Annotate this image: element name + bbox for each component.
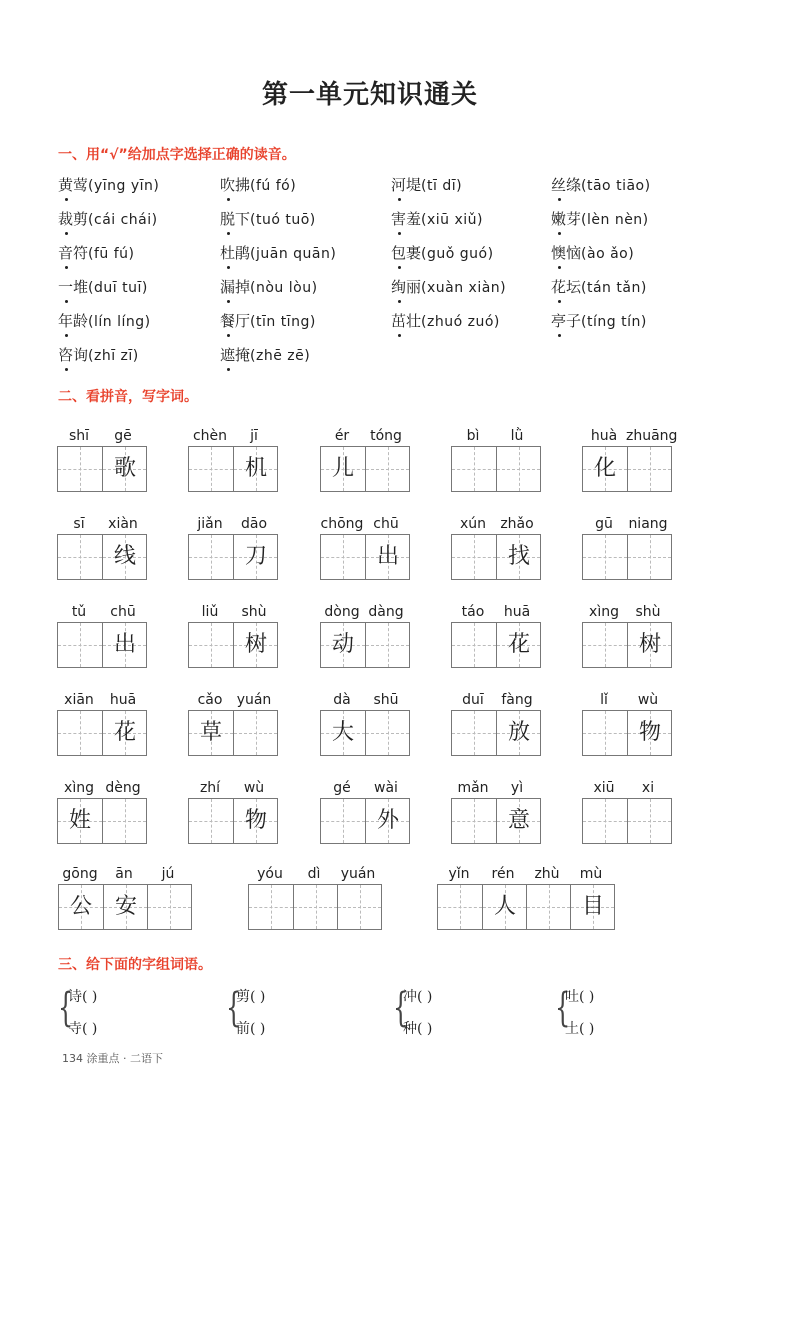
tianzige-cell[interactable] [337,885,381,929]
item-word: 绚丽 [391,278,422,296]
tianzige-cell[interactable] [189,623,233,667]
given-character: 动 [331,632,354,657]
pinyin-label: jú [161,866,175,882]
tianzige-cell[interactable] [583,447,627,491]
pinyin-label: xún [459,516,487,532]
item-pinyin-options[interactable]: (nòu lòu) [250,280,318,296]
pronunciation-item [391,242,494,263]
pinyin-label: yǐn [448,866,470,882]
tianzige-cell[interactable] [233,799,277,843]
item-pinyin-options[interactable]: (duī tuī) [88,280,148,296]
tianzige-cell[interactable] [452,447,496,491]
pronunciation-item [551,174,651,195]
item-pinyin-options[interactable]: (zhī zī) [88,348,139,364]
tianzige-cell[interactable] [58,711,102,755]
pinyin-label: ān [115,866,133,882]
pronunciation-item [220,276,318,297]
tianzige-cell[interactable] [583,711,627,755]
tianzige-cell[interactable] [365,623,409,667]
item-pinyin-options[interactable]: (xiū xiǔ) [421,212,484,228]
brace-icon: { [555,985,571,1031]
item-pinyin-options[interactable]: (tuó tuō) [250,212,316,228]
pinyin-label: shī [68,428,90,444]
given-character: 公 [69,894,92,919]
given-character: 儿 [331,456,354,481]
pinyin-label: wài [374,780,398,796]
pinyin-label: yuán [236,692,272,708]
pinyin-label: yuán [340,866,376,882]
item-pinyin-options[interactable]: (xuàn xiàn) [421,280,507,296]
tianzige-cell[interactable] [583,623,627,667]
pinyin-label: huā [109,692,137,708]
given-character: 外 [376,808,399,833]
pinyin-label: chū [373,516,399,532]
pronunciation-item [391,310,500,331]
pinyin-label: ér [334,428,350,444]
tianzige-cell[interactable] [496,711,540,755]
pinyin-label: chōng [320,516,364,532]
tianzige-cell[interactable] [365,447,409,491]
item-word: 漏掉 [220,278,251,296]
tianzige-cell[interactable] [583,535,627,579]
tianzige-cell[interactable] [189,799,233,843]
item-pinyin-options[interactable]: (juān quān) [250,246,337,262]
item-word: 裁剪 [58,210,89,228]
pinyin-label: dì [307,866,321,882]
pinyin-label: rén [491,866,515,882]
item-word: 音符 [58,244,89,262]
item-pinyin-options[interactable]: (tī dī) [421,178,463,194]
tianzige-cell[interactable] [365,799,409,843]
tianzige-cell[interactable] [189,447,233,491]
pinyin-label: fàng [501,692,533,708]
pinyin-label: gōng [62,866,98,882]
tianzige-cell[interactable] [58,623,102,667]
section-2-heading: 二、看拼音，写字词。 [58,389,198,405]
tianzige-cell[interactable] [58,535,102,579]
given-character: 刀 [244,544,267,569]
tianzige-cell[interactable] [452,711,496,755]
tianzige-cell[interactable] [496,623,540,667]
given-character: 花 [507,632,530,657]
item-word: 吹拂 [220,176,251,194]
pronunciation-item [391,174,462,195]
pinyin-label: mǎn [457,780,489,796]
pinyin-label: xìng [64,780,94,796]
word-group-item[interactable]: 前( ) [236,1021,266,1037]
tianzige-cell[interactable] [452,623,496,667]
pinyin-label: liǔ [201,604,219,620]
tianzige-cell[interactable] [496,447,540,491]
tianzige-cell[interactable] [452,799,496,843]
item-pinyin-options[interactable]: (zhuó zuó) [421,314,500,330]
pronunciation-item [58,310,151,331]
given-character: 大 [331,720,354,745]
section-3-heading: 三、给下面的字组词语。 [58,957,212,973]
item-word: 茁壮 [391,312,422,330]
item-word: 嫩芽 [551,210,582,228]
pinyin-label: xiān [64,692,94,708]
given-character: 目 [581,894,604,919]
pinyin-label: chèn [192,428,228,444]
item-word: 餐厅 [220,312,251,330]
tianzige-cell[interactable] [293,885,337,929]
pinyin-label: shù [635,604,661,620]
pinyin-label: gū [595,516,613,532]
tianzige-cell[interactable] [58,799,102,843]
tianzige-cell[interactable] [452,535,496,579]
section-1-heading: 一、用“√”给加点字选择正确的读音。 [58,147,296,163]
pronunciation-item [220,310,316,331]
item-word: 脱下 [220,210,251,228]
pronunciation-item [551,242,634,263]
given-character: 姓 [68,808,91,833]
given-character: 物 [638,720,661,745]
pinyin-label: chū [110,604,136,620]
given-character: 线 [113,544,136,569]
item-pinyin-options[interactable]: (lín líng) [88,314,151,330]
given-character: 意 [507,808,530,833]
tianzige-cell[interactable] [233,711,277,755]
tianzige-cell[interactable] [103,885,147,929]
item-word: 年龄 [58,312,89,330]
item-pinyin-options[interactable]: (tíng tín) [581,314,647,330]
item-pinyin-options[interactable]: (lèn nèn) [581,212,649,228]
item-word: 黄莺 [58,176,89,194]
given-character: 机 [244,456,267,481]
tianzige-cell[interactable] [321,535,365,579]
item-word: 丝绦 [551,176,582,194]
pinyin-label: dàng [368,604,404,620]
pinyin-label: gé [333,780,351,796]
tianzige-cell[interactable] [233,623,277,667]
word-group-item[interactable]: 土( ) [565,1021,595,1037]
pinyin-label: bì [466,428,480,444]
item-pinyin-options[interactable]: (fū fú) [88,246,135,262]
tianzige-cell[interactable] [58,447,102,491]
pronunciation-item [220,242,336,263]
tianzige-cell[interactable] [102,799,146,843]
tianzige-cell[interactable] [102,711,146,755]
pinyin-label: xiū [593,780,615,796]
pinyin-label: dèng [105,780,141,796]
pronunciation-item [391,208,483,229]
pinyin-label: lǜ [510,428,524,444]
given-character: 出 [113,632,136,657]
page-title: 第一单元知识通关 [261,80,478,110]
given-character: 草 [199,720,222,745]
given-character: 人 [493,894,516,919]
given-character: 物 [244,808,267,833]
item-word: 懊恼 [551,244,582,262]
pinyin-label: yì [510,780,524,796]
pinyin-label: wù [243,780,265,796]
pronunciation-item [220,208,316,229]
tianzige-cell[interactable] [102,623,146,667]
pinyin-label: xi [641,780,655,796]
item-word: 害羞 [391,210,422,228]
brace-icon: { [226,985,242,1031]
item-pinyin-options[interactable]: (ào ǎo) [581,246,635,262]
given-character: 出 [376,544,399,569]
tianzige-cell[interactable] [321,711,365,755]
given-character: 花 [113,720,136,745]
word-group-item[interactable]: 寺( ) [68,1021,98,1037]
pinyin-label: zhù [534,866,560,882]
given-character: 化 [593,456,616,481]
item-pinyin-options[interactable]: (zhē zē) [250,348,311,364]
word-group-item[interactable]: 种( ) [403,1021,433,1037]
pinyin-label: sī [73,516,85,532]
word-group-item[interactable]: 吐( ) [565,989,595,1005]
tianzige-cell[interactable] [627,535,671,579]
given-character: 放 [507,720,530,745]
tianzige-cell[interactable] [438,885,482,929]
pinyin-label: dòng [324,604,360,620]
given-character: 树 [244,632,267,657]
tianzige-cell[interactable] [365,535,409,579]
pronunciation-item [220,174,296,195]
tianzige-cell[interactable] [189,711,233,755]
given-character: 找 [507,544,530,569]
pinyin-label: lǐ [600,692,608,708]
tianzige-cell[interactable] [365,711,409,755]
tianzige-cell[interactable] [570,885,614,929]
brace-icon: { [58,985,74,1031]
tianzige-cell[interactable] [526,885,570,929]
pronunciation-item [58,174,159,195]
pronunciation-item [391,276,506,297]
tianzige-cell[interactable] [496,535,540,579]
pinyin-label: táo [461,604,485,620]
pronunciation-item [551,208,649,229]
pinyin-label: cǎo [197,692,223,708]
given-character: 歌 [113,456,136,481]
item-pinyin-options[interactable]: (tāo tiāo) [581,178,651,194]
pronunciation-item [220,344,310,365]
pinyin-label: jiǎn [197,516,223,532]
pinyin-label: wù [637,692,659,708]
pinyin-label: xìng [589,604,619,620]
tianzige-cell[interactable] [583,799,627,843]
pinyin-label: niang [628,516,668,532]
tianzige-cell[interactable] [627,623,671,667]
pronunciation-item [58,344,139,365]
item-pinyin-options[interactable]: (cái chái) [88,212,158,228]
pronunciation-item [58,208,158,229]
pinyin-label: dāo [240,516,268,532]
pinyin-label: duī [462,692,484,708]
item-word: 花坛 [551,278,582,296]
tianzige-cell[interactable] [233,447,277,491]
item-word: 咨询 [58,346,89,364]
tianzige-cell[interactable] [627,799,671,843]
tianzige-cell[interactable] [102,447,146,491]
item-word: 包裹 [391,244,422,262]
pronunciation-item [551,276,647,297]
pinyin-label: gē [114,428,132,444]
tianzige-cell[interactable] [627,711,671,755]
tianzige-cell[interactable] [496,799,540,843]
item-word: 一堆 [58,278,89,296]
item-word: 亭子 [551,312,582,330]
brace-icon: { [393,985,409,1031]
pronunciation-item [58,242,135,263]
word-group-item[interactable]: 冲( ) [403,989,433,1005]
item-pinyin-options[interactable]: (guǒ guó) [421,246,494,262]
tianzige-cell[interactable] [233,535,277,579]
tianzige-cell[interactable] [627,447,671,491]
pinyin-label: zhǎo [500,516,534,532]
item-word: 遮掩 [220,346,251,364]
pronunciation-item [551,310,647,331]
given-character: 安 [114,894,137,919]
pinyin-label: dà [333,692,351,708]
page-footer: 134 涂重点 · 二语下 [62,1052,163,1065]
word-group-item[interactable]: 剪( ) [236,989,266,1005]
pinyin-label: yóu [257,866,283,882]
tianzige-cell[interactable] [321,447,365,491]
tianzige-cell[interactable] [321,799,365,843]
word-group-item[interactable]: 诗( ) [68,989,98,1005]
tianzige-cell[interactable] [147,885,191,929]
pinyin-label: huā [503,604,531,620]
pinyin-label: shū [373,692,399,708]
item-word: 河堤 [391,176,422,194]
pinyin-label: xiàn [108,516,138,532]
pinyin-label: zhuāng [626,428,678,444]
tianzige-cell[interactable] [59,885,103,929]
item-pinyin-options[interactable]: (tán tǎn) [581,280,647,296]
pinyin-label: huà [590,428,618,444]
tianzige-cell[interactable] [189,535,233,579]
pinyin-label: jī [250,428,258,444]
pinyin-label: tóng [370,428,402,444]
pronunciation-item [58,276,148,297]
pinyin-label: zhí [199,780,221,796]
item-word: 杜鹃 [220,244,251,262]
item-pinyin-options[interactable]: (tīn tīng) [250,314,316,330]
tianzige-cell[interactable] [482,885,526,929]
item-pinyin-options[interactable]: (fú fó) [250,178,297,194]
pinyin-label: mù [579,866,603,882]
tianzige-cell[interactable] [249,885,293,929]
given-character: 树 [638,632,661,657]
item-pinyin-options[interactable]: (yīng yīn) [88,178,160,194]
pinyin-label: shù [241,604,267,620]
pinyin-label: tǔ [71,604,87,620]
tianzige-cell[interactable] [321,623,365,667]
tianzige-cell[interactable] [102,535,146,579]
